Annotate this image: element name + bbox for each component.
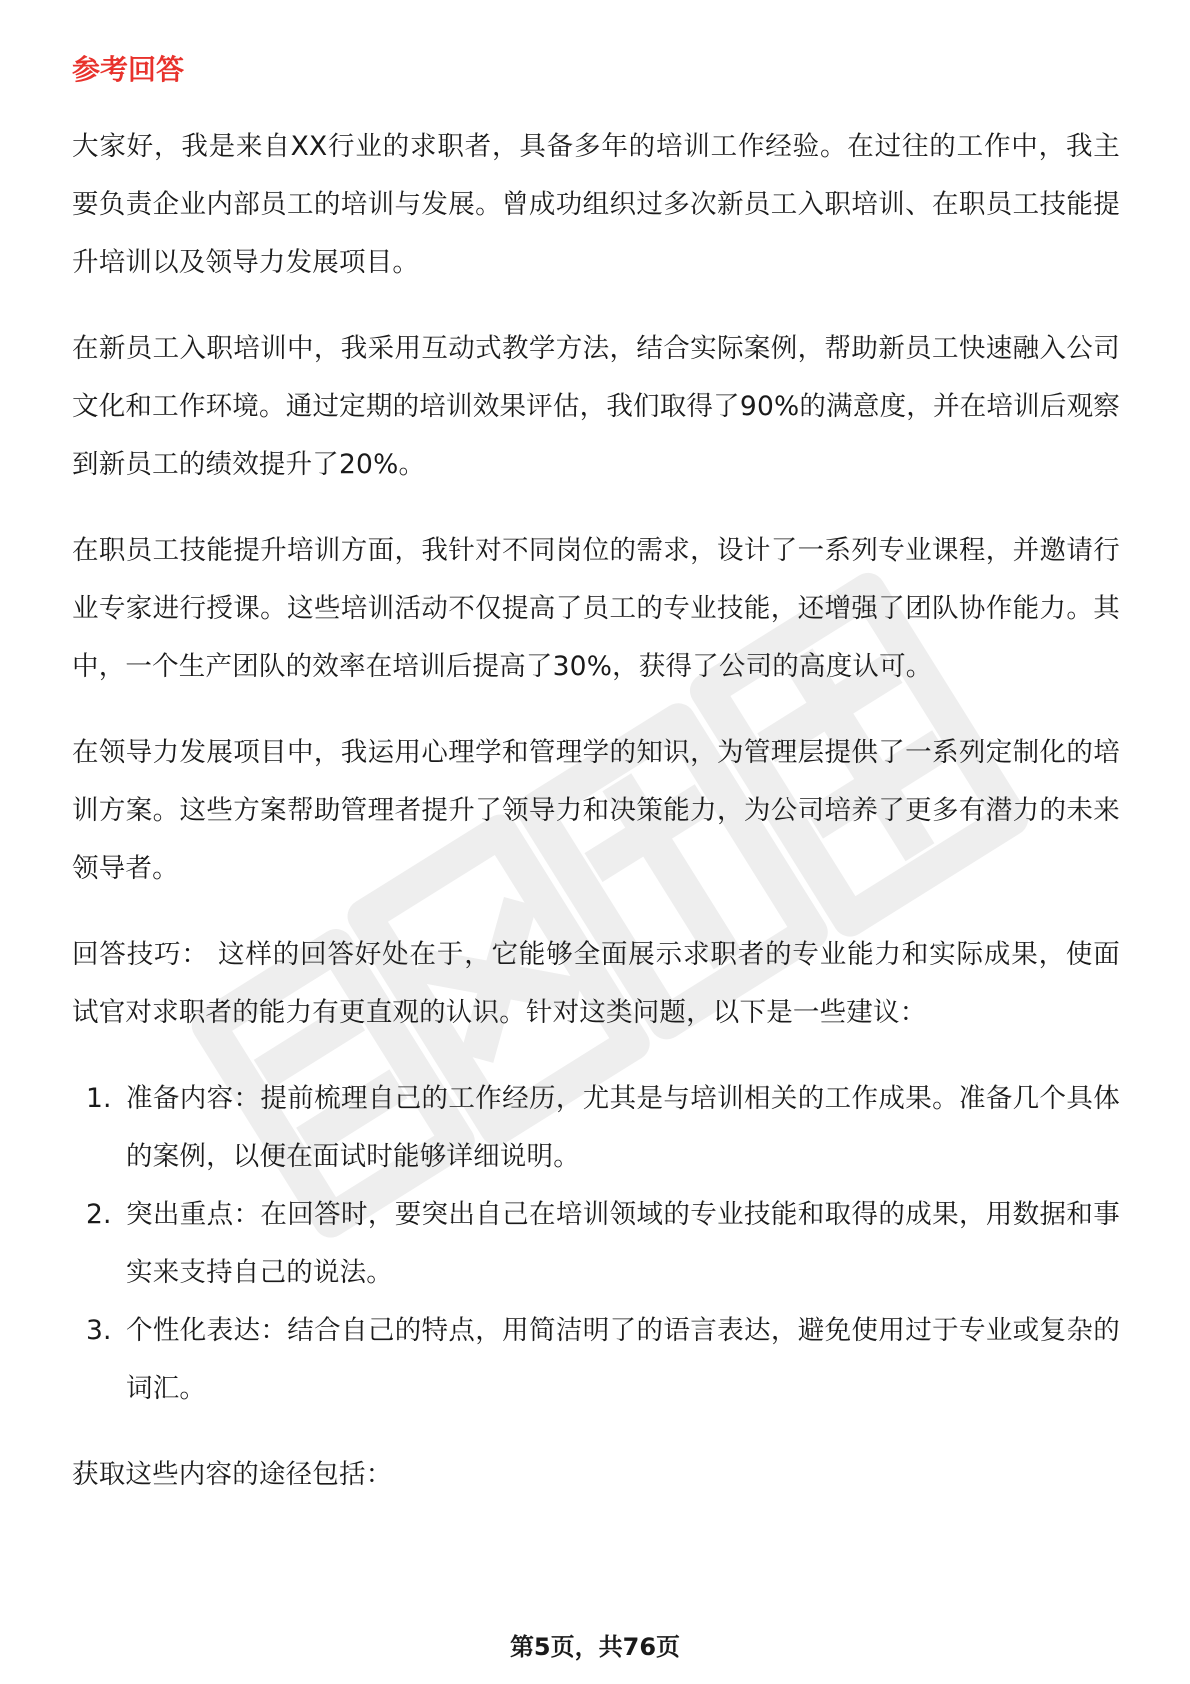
- list-item: [72, 1302, 1120, 1418]
- section-heading: 参考回答: [72, 53, 185, 86]
- paragraph-leadership: 在领导力发展项目中，我运用心理学和管理学的知识，为管理层提供了一系列定制化的培训方案。这些方案帮助管理者提升了领导力和决策能力，为公司培养了更多有潜力的未来领导者。: [72, 737, 1120, 884]
- list-item: [72, 1070, 1120, 1186]
- list-number: 1.: [86, 1083, 112, 1114]
- list-item-text: 准备内容：提前梳理自己的工作经历，尤其是与培训相关的工作成果。准备几个具体的案例，以便在面试时能够详细说明。: [126, 1083, 1120, 1172]
- list-item-text: 突出重点：在回答时，要突出自己在培训领域的专业技能和取得的成果，用数据和事实来支持自己的说法。: [126, 1199, 1120, 1288]
- paragraph-answer-tips: 回答技巧： 这样的回答好处在于，它能够全面展示求职者的专业能力和实际成果，使面试官对求职者的能力有更直观的认识。针对这类问题，以下是一些建议：: [72, 939, 1120, 1028]
- paragraph-closing: 获取这些内容的途径包括：: [72, 1459, 393, 1490]
- list-item-text: 个性化表达：结合自己的特点，用简洁明了的语言表达，避免使用过于专业或复杂的词汇。: [126, 1315, 1120, 1404]
- paragraph-intro: 大家好，我是来自XX行业的求职者，具备多年的培训工作经验。在过往的工作中，我主要负责企业内部员工的培训与发展。曾成功组织过多次新员工入职培训、在职员工技能提升培训以及领导力发展项目。: [72, 131, 1120, 278]
- paragraph-onboarding: 在新员工入职培训中，我采用互动式教学方法，结合实际案例，帮助新员工快速融入公司文化和工作环境。通过定期的培训效果评估，我们取得了90%的满意度，并在培训后观察到新员工的绩效提升了20%。: [72, 333, 1120, 480]
- list-number: 3.: [86, 1315, 112, 1346]
- paragraph-skills-training: 在职员工技能提升培训方面，我针对不同岗位的需求，设计了一系列专业课程，并邀请行业专家进行授课。这些培训活动不仅提高了员工的专业技能，还增强了团队协作能力。其中，一个生产团队的效率在培训后提高了30%，获得了公司的高度认可。: [72, 535, 1120, 682]
- list-number: 2.: [86, 1199, 112, 1230]
- page-number-footer: 第5页，共76页: [509, 1633, 681, 1661]
- tips-list: [72, 1070, 1120, 1418]
- main-content: [72, 50, 1120, 1532]
- list-item: [72, 1186, 1120, 1302]
